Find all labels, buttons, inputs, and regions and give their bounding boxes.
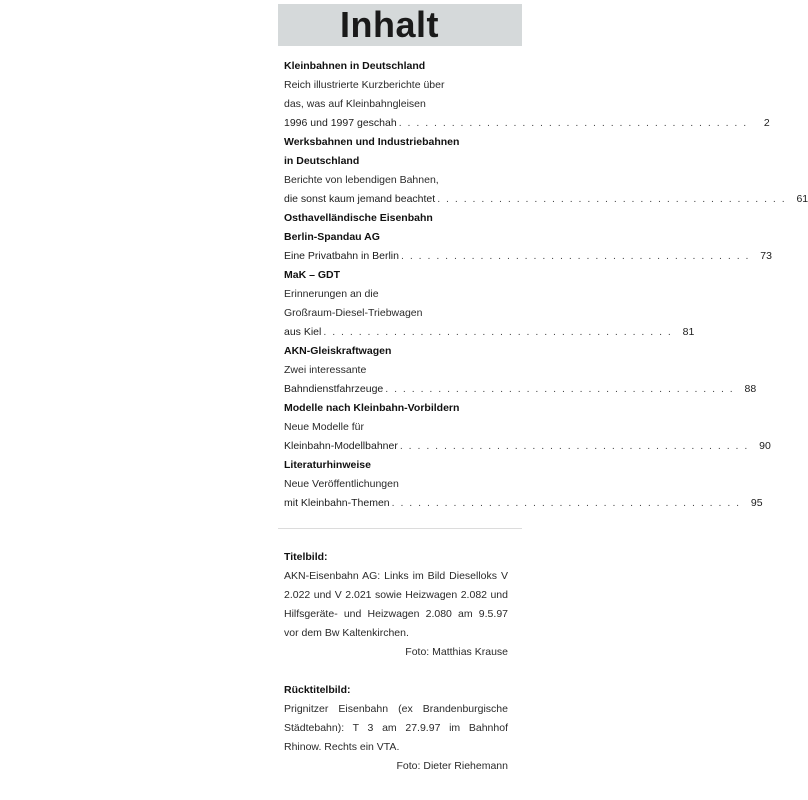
toc-entry-description: Eine Privatbahn in Berlin — [284, 250, 399, 262]
toc-entry-page-row — [284, 323, 695, 342]
title-bar — [278, 4, 522, 46]
back-cover-photo-heading: Rücktitelbild: — [284, 684, 351, 696]
toc-entry-description: Erinnerungen an die — [284, 288, 379, 300]
toc-entry-description: Neue Veröffentlichungen — [284, 478, 399, 490]
toc-entry-heading: Werksbahnen und Industriebahnen — [284, 136, 460, 148]
dot-leader: . . . . . . . . . . . . . . . . . . . . . . . . . . . . . . . . . . . . . . . . — [323, 326, 673, 338]
toc-entry-description: Neue Modelle für — [284, 421, 364, 433]
divider — [278, 528, 522, 529]
toc-entry — [284, 456, 763, 513]
toc-entry-page-row — [284, 114, 770, 133]
toc-entry-page-row — [284, 380, 757, 399]
dot-leader: . . . . . . . . . . . . . . . . . . . . . . . . . . . . . . . . . . . . . . . . — [391, 497, 741, 509]
toc-entry — [284, 57, 770, 133]
back-cover-photo-credit: Foto: Dieter Riehemann — [396, 760, 508, 772]
toc-entry-heading: in Deutschland — [284, 155, 360, 167]
cover-photo-caption: AKN-Eisenbahn AG: Links im Bild Dieselloks V 2.022 und V 2.021 sowie Heizwagen 2.082 und Hilfsgeräte- und Heizwagen 2.080 am 9.5.97 vor dem Bw Kaltenkirchen. — [284, 570, 508, 639]
dot-leader: . . . . . . . . . . . . . . . . . . . . . . . . . . . . . . . . . . . . . . . . — [400, 250, 750, 262]
toc-entry-page-number: 61 — [796, 193, 808, 205]
photo-captions — [284, 548, 508, 776]
contents-page — [278, 0, 808, 800]
toc-entry-description: 1996 und 1997 geschah — [284, 117, 397, 129]
table-of-contents — [284, 57, 808, 513]
toc-entry-description: das, was auf Kleinbahngleisen — [284, 98, 426, 110]
toc-entry-page-number: 2 — [763, 117, 770, 129]
toc-entry — [284, 342, 757, 399]
toc-entry-description: aus Kiel — [284, 326, 322, 338]
toc-entry-heading: Kleinbahnen in Deutschland — [284, 60, 426, 72]
dot-leader: . . . . . . . . . . . . . . . . . . . . . . . . . . . . . . . . . . . . . . . . — [399, 440, 749, 452]
toc-entry — [284, 133, 808, 209]
cover-photo-credit: Foto: Matthias Krause — [405, 646, 508, 658]
dot-leader: . . . . . . . . . . . . . . . . . . . . . . . . . . . . . . . . . . . . . . . . — [437, 193, 787, 205]
toc-entry-description: Großraum-Diesel-Triebwagen — [284, 307, 423, 319]
page-title: Inhalt — [340, 4, 439, 45]
dot-leader: . . . . . . . . . . . . . . . . . . . . . . . . . . . . . . . . . . . . . . . . — [385, 383, 735, 395]
toc-entry-page-number: 90 — [759, 440, 771, 452]
toc-entry-page-row — [284, 247, 772, 266]
toc-entry-page-number: 73 — [760, 250, 772, 262]
toc-entry-page-row — [284, 437, 771, 456]
toc-entry-description: Kleinbahn-Modellbahner — [284, 440, 398, 452]
toc-entry-description: Berichte von lebendigen Bahnen, — [284, 174, 439, 186]
toc-entry-page-row — [284, 494, 763, 513]
toc-entry-page-row — [284, 190, 808, 209]
toc-entry-description: Reich illustrierte Kurzberichte über — [284, 79, 445, 91]
toc-entry-description: die sonst kaum jemand beachtet — [284, 193, 436, 205]
toc-entry-page-number: 81 — [682, 326, 695, 338]
toc-entry-heading: Berlin-Spandau AG — [284, 231, 380, 243]
toc-entry-description: mit Kleinbahn-Themen — [284, 497, 390, 509]
toc-entry — [284, 209, 772, 266]
toc-entry-description: Bahndienstfahrzeuge — [284, 383, 384, 395]
toc-entry-heading: Osthavelländische Eisenbahn — [284, 212, 433, 224]
toc-entry-page-number: 88 — [744, 383, 757, 395]
toc-entry — [284, 266, 695, 342]
toc-entry-heading: Literaturhinweise — [284, 459, 371, 471]
toc-entry-page-number: 95 — [750, 497, 763, 509]
toc-entry-heading: Modelle nach Kleinbahn-Vorbildern — [284, 402, 460, 414]
toc-entry — [284, 399, 771, 456]
dot-leader: . . . . . . . . . . . . . . . . . . . . . . . . . . . . . . . . . . . . . . . . — [398, 117, 748, 129]
back-cover-photo-caption: Prignitzer Eisenbahn (ex Brandenburgische Städtebahn): T 3 am 27.9.97 im Bahnhof Rhinow. Rechts ein VTA. — [284, 703, 508, 753]
cover-photo-heading: Titelbild: — [284, 551, 328, 563]
toc-entry-heading: MaK – GDT — [284, 269, 341, 281]
toc-entry-description: Zwei interessante — [284, 364, 367, 376]
toc-entry-heading: AKN-Gleiskraftwagen — [284, 345, 392, 357]
